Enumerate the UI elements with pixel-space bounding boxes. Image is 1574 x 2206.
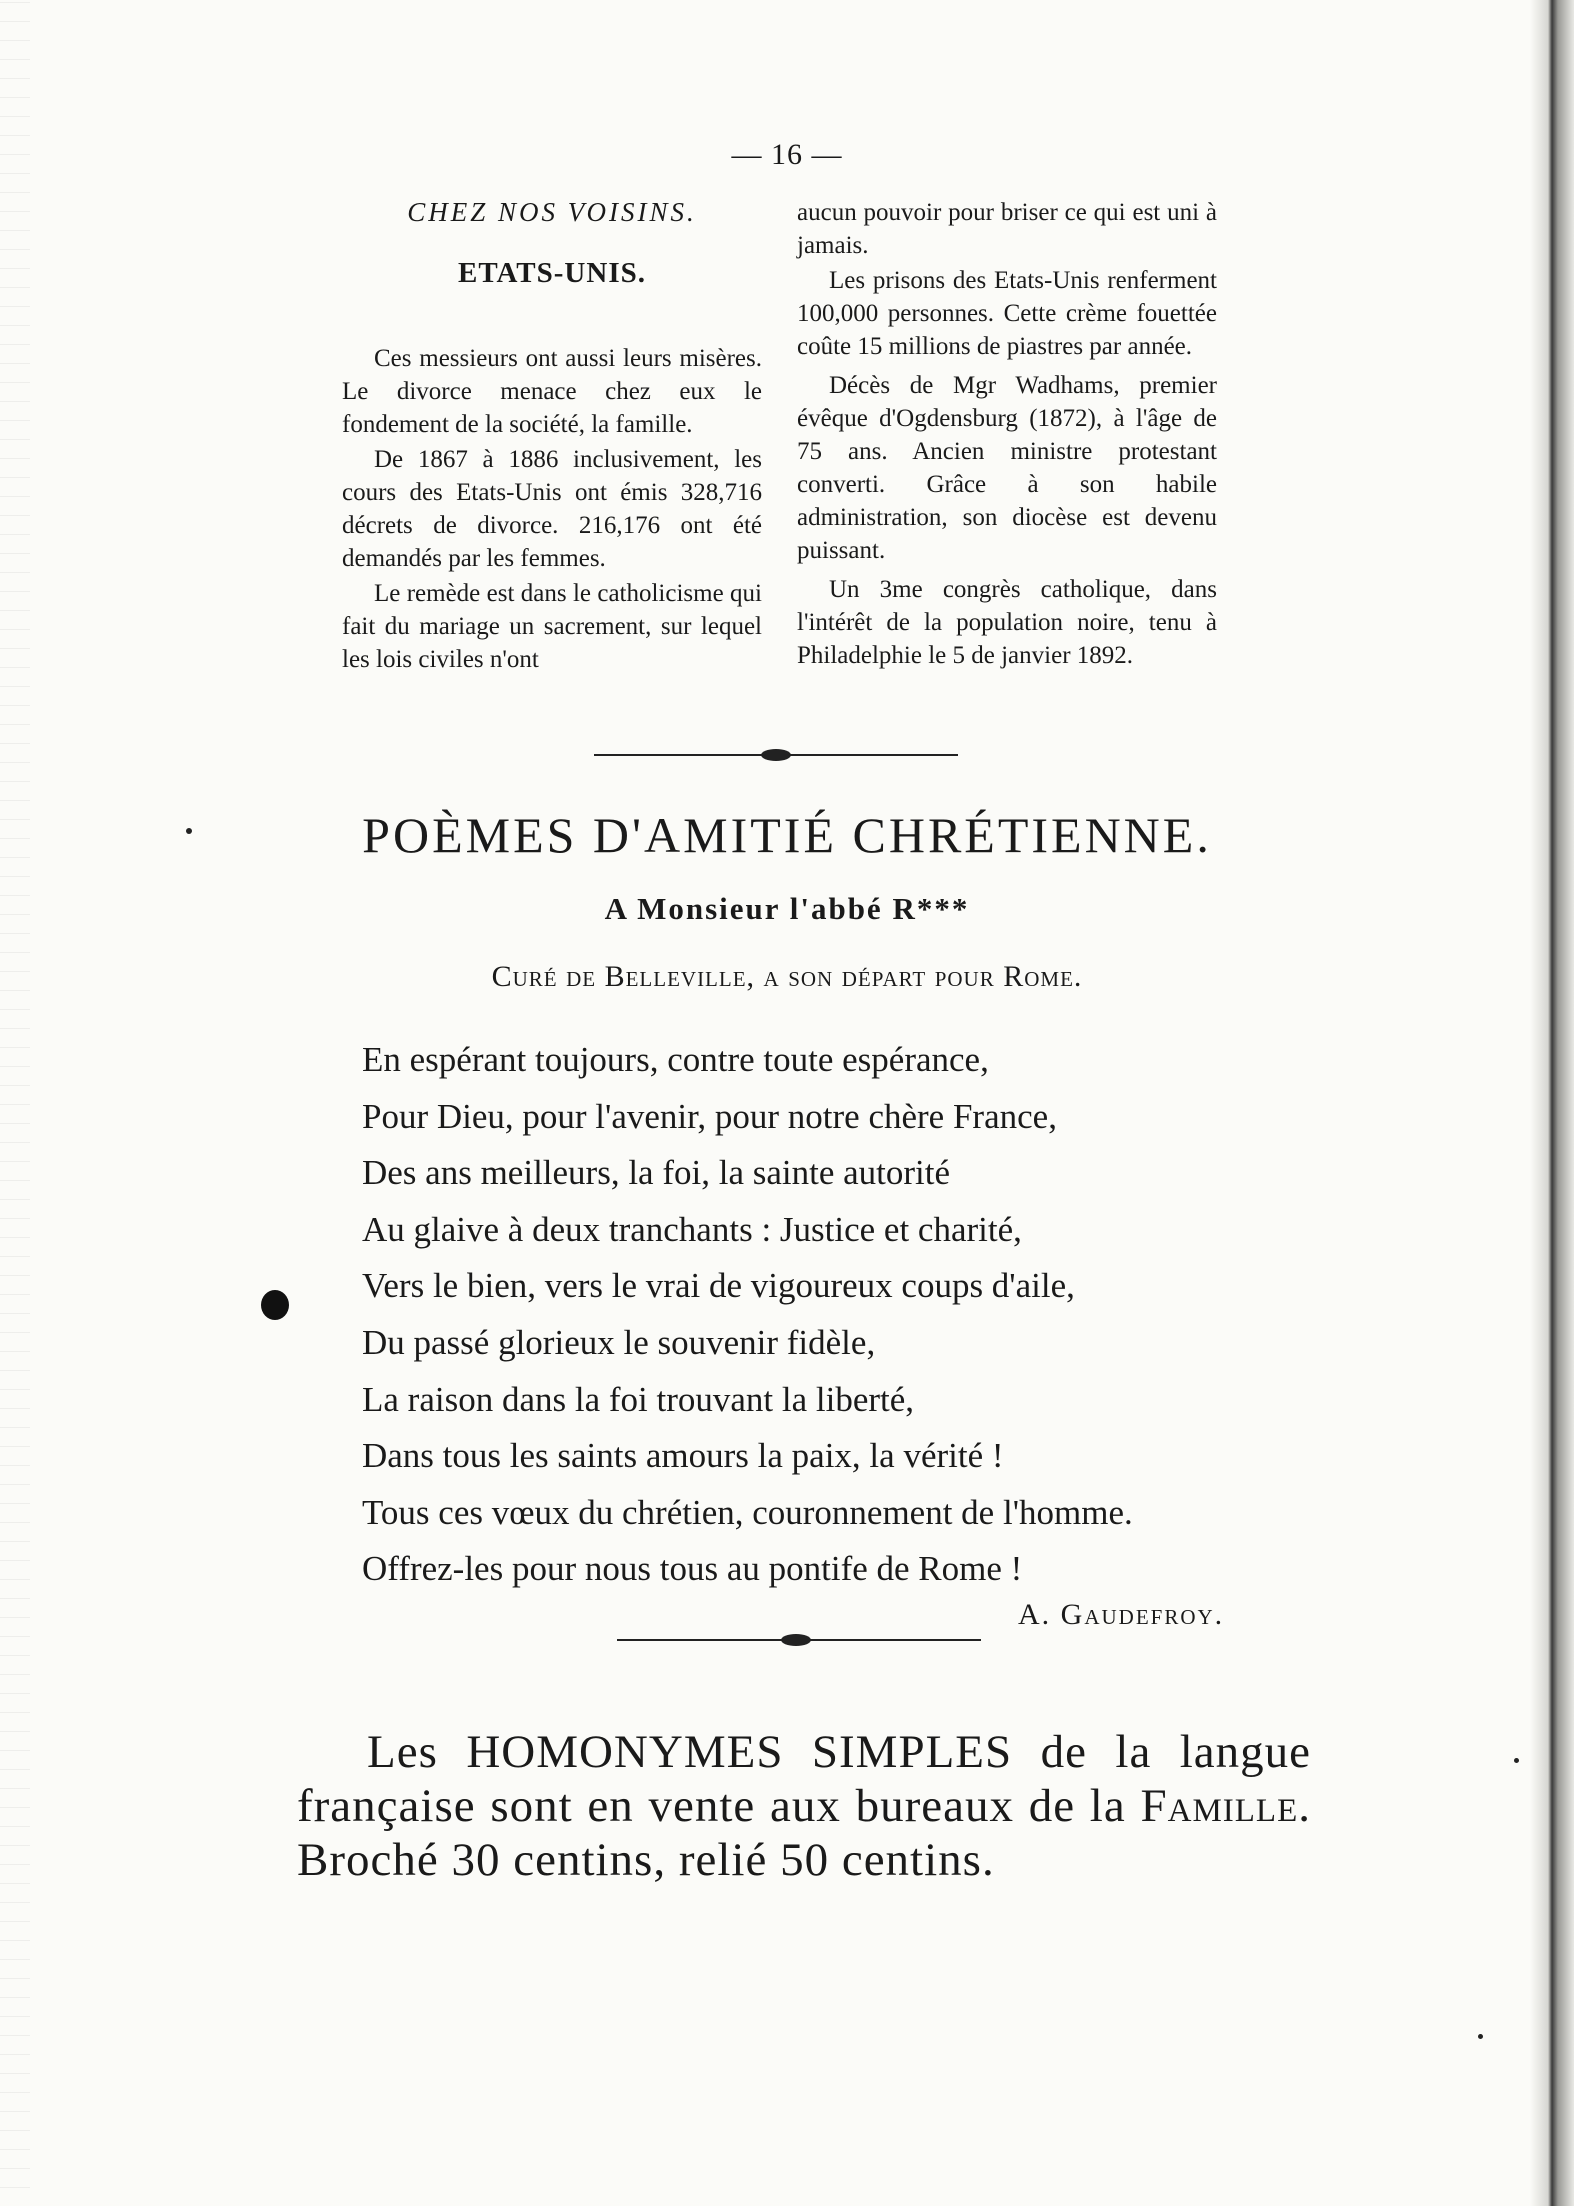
advertisement [297,1725,1311,1887]
section-heading: CHEZ NOS VOISINS. [407,197,697,227]
ornamental-divider [0,749,1574,761]
verse-line: Du passé glorieux le souvenir fidèle, [362,1322,876,1362]
news-paragraph: Le remède est dans le catholicisme qui fait du mariage un sacrement, sur lequel les lois civiles n'ont [342,580,762,673]
country-heading: ETATS-UNIS. [457,257,646,289]
news-paragraph: Décès de Mgr Wadhams, premier évêque d'Ogdensburg (1872), à l'âge de 75 ans. Ancien ministre protestant converti. Grâce à son habile administration, son diocèse est devenu puissant. [797,372,1217,564]
verse-line: Au glaive à deux tranchants : Justice et charité, [362,1209,1022,1249]
advert-price: Broché 30 centins, relié 50 centins. [297,1834,995,1886]
verse-line: En espérant toujours, contre toute espérance, [362,1040,989,1079]
ink-speck [186,828,192,834]
verse-line: Offrez-les pour nous tous au pontife de Rome ! [362,1549,1023,1589]
page-margin-texture [0,0,30,2206]
advert-lead: Les [367,1726,438,1778]
news-paragraph: De 1867 à 1886 inclusivement, les cours des Etats-Unis ont émis 328,716 décrets de divorce. 216,176 ont été demandés par les femmes. [342,446,762,572]
news-paragraph: Un 3me congrès catholique, dans l'intérêt de la population noire, tenu à Philadelphie le 5 de janvier 1892. [797,576,1217,669]
divider-ornament [781,1634,811,1646]
poem-verses [362,1032,1133,1598]
news-column-left [342,196,762,676]
poem-occasion: Curé de Belleville, a son départ pour Rome. [491,960,1083,993]
verse-line: Dans tous les saints amours la paix, la vérité ! [362,1436,1004,1476]
verse-line: La raison dans la foi trouvant la liberté, [362,1379,915,1419]
poem-dedication: A Monsieur l'abbé R*** [604,891,970,926]
ink-blot [261,1290,289,1320]
verse-line: Pour Dieu, pour l'avenir, pour notre chère France, [362,1096,1057,1136]
divider-ornament [761,749,791,761]
poem-author: A. Gaudefroy. [1018,1598,1225,1631]
ink-speck [1514,1758,1519,1763]
news-paragraph: Ces messieurs ont aussi leurs misères. Le divorce menace chez eux le fondement de la société, la famille. [342,345,762,438]
news-paragraph: aucun pouvoir pour briser ce qui est uni à jamais. [797,199,1217,259]
verse-line: Vers le bien, vers le vrai de vigoureux coups d'aile, [362,1266,1075,1306]
page-number: — 16 — [731,138,843,171]
verse-line: Des ans meilleurs, la foi, la sainte autorité [362,1153,951,1193]
page-binding-edge [1530,0,1574,2206]
news-column-right [797,196,1217,672]
advert-text-part: de la langue française sont en vente aux bureaux de la [297,1726,1312,1832]
news-paragraph: Les prisons des Etats-Unis renferment 100,000 personnes. Cette crème fouettée coûte 15 millions de piastres par année. [797,267,1217,360]
advertisement-text [297,1725,1311,1887]
ornamental-divider [0,1634,1574,1646]
advert-book-title: HOMONYMES SIMPLES [466,1726,1013,1778]
poem-title: POÈMES D'AMITIÉ CHRÉTIENNE. [362,807,1212,863]
advert-publication-name: Famille. [1140,1780,1311,1832]
ink-speck [1478,2034,1483,2039]
verse-line: Tous ces vœux du chrétien, couronnement de l'homme. [362,1492,1133,1532]
